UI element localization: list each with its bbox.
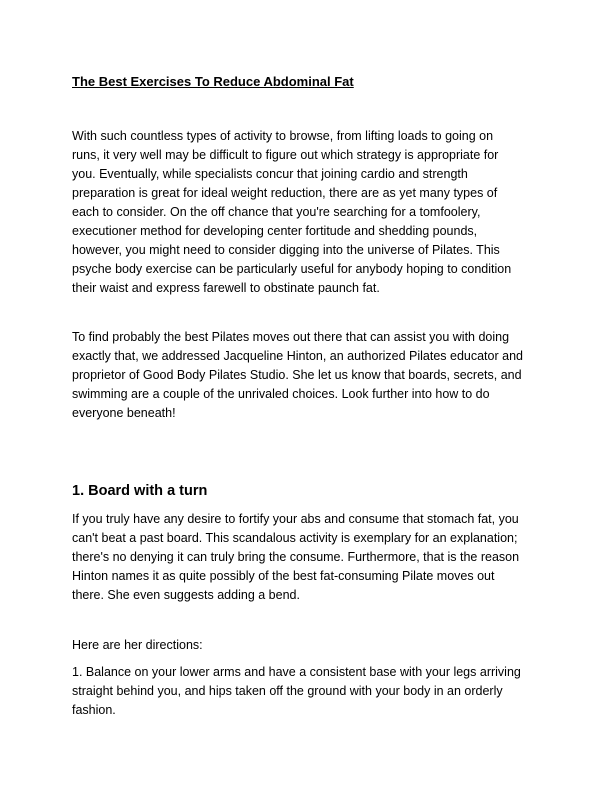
paragraph-line: however, you might need to consider digging into the universe of Pilates. This [72, 243, 500, 257]
paragraph-line: exactly that, we addressed Jacqueline Hinton, an authorized Pilates educator and [72, 349, 523, 363]
paragraph-line: each to consider. On the off chance that you're searching for a tomfoolery, [72, 205, 481, 219]
paragraph-line: there's no denying it can truly bring the consume. Furthermore, that is the reason [72, 550, 520, 564]
direction-step-1 [72, 663, 542, 720]
paragraph-line: With such countless types of activity to browse, from lifting loads to going on [72, 129, 494, 143]
document-title: The Best Exercises To Reduce Abdominal Fat [72, 74, 354, 89]
paragraph-line: If you truly have any desire to fortify your abs and consume that stomach fat, you [72, 512, 519, 526]
directions-intro: Here are her directions: [72, 638, 203, 652]
paragraph-line: can't beat a past board. This scandalous activity is exemplary for an explanation; [72, 531, 518, 545]
intro-paragraph [72, 127, 542, 298]
paragraph-line: preparation is great for ideal weight reduction, there are as yet many types of [72, 186, 498, 200]
section-heading: 1. Board with a turn [72, 483, 208, 499]
plank-paragraph [72, 510, 542, 605]
paragraph-line: their waist and express farewell to obstinate paunch fat. [72, 281, 380, 295]
paragraph-line: swimming are a couple of the unrivaled choices. Look further into how to do [72, 387, 490, 401]
paragraph-line: you. Eventually, while specialists concur that joining cardio and strength [72, 167, 468, 181]
hinton-paragraph [72, 328, 542, 423]
paragraph-line: Hinton names it as quite possibly of the best fat-consuming Pilate moves out [72, 569, 495, 583]
paragraph-line: there. She even suggests adding a bend. [72, 588, 300, 602]
paragraph-line: proprietor of Good Body Pilates Studio. She let us know that boards, secrets, and [72, 368, 522, 382]
paragraph-line: executioner method for developing center fortitude and shedding pounds, [72, 224, 478, 238]
paragraph-line: straight behind you, and hips taken off the ground with your body in an orderly [72, 684, 503, 698]
paragraph-line: psyche body exercise can be particularly useful for anybody hoping to condition [72, 262, 512, 276]
paragraph-line: fashion. [72, 703, 116, 717]
paragraph-line: To find probably the best Pilates moves out there that can assist you with doing [72, 330, 510, 344]
paragraph-line: runs, it very well may be difficult to figure out which strategy is appropriate for [72, 148, 499, 162]
paragraph-line: 1. Balance on your lower arms and have a consistent base with your legs arriving [72, 665, 521, 679]
paragraph-line: everyone beneath! [72, 406, 176, 420]
